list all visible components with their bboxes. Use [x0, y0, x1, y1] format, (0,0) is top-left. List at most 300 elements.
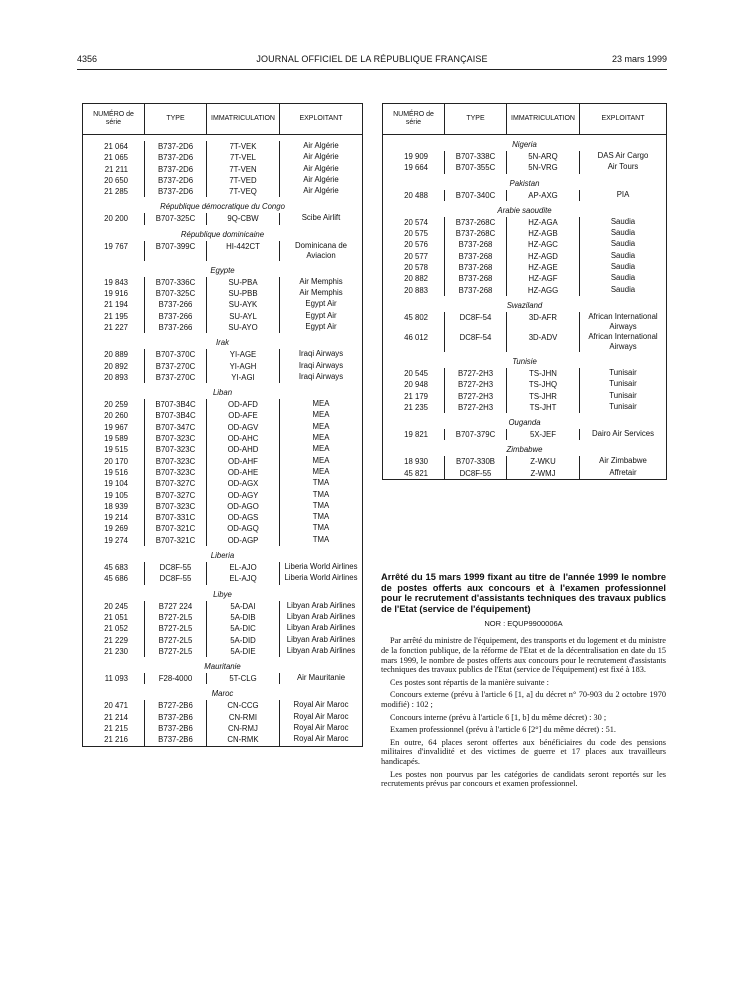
- serial-number: 20 892: [104, 361, 128, 371]
- registration: AP-AXG: [507, 190, 580, 201]
- serial-number: 21 195: [104, 311, 128, 321]
- registration: YI-AGH: [207, 361, 280, 372]
- serial-number: 20 471: [104, 701, 128, 711]
- aircraft-type: B707-355C: [445, 162, 507, 173]
- table-row: [83, 141, 363, 152]
- serial-number: 20 578: [404, 263, 428, 273]
- table-row: [383, 217, 667, 228]
- operator: MEA: [280, 433, 363, 444]
- aircraft-type: B737-268: [445, 262, 507, 273]
- operator: Iraqi Airways: [280, 372, 363, 383]
- aircraft-type: B737-2B6: [145, 723, 207, 734]
- country-name: République dominicaine: [180, 229, 265, 239]
- table-row: [83, 501, 363, 512]
- aircraft-type: B727-2B6: [145, 700, 207, 711]
- operator: TMA: [280, 512, 363, 523]
- table-row: [383, 332, 667, 352]
- aircraft-type: B737-268: [445, 285, 507, 296]
- country-name: Mauritanie: [204, 662, 241, 672]
- table-row: [83, 562, 363, 573]
- country-heading-row: [83, 197, 363, 213]
- table-row: [383, 312, 667, 332]
- aircraft-type: B707-323C: [145, 456, 207, 467]
- registration: OD-AHC: [207, 433, 280, 444]
- aircraft-type: B707-347C: [145, 422, 207, 433]
- aircraft-type: B707-379C: [445, 429, 507, 440]
- operator: TMA: [280, 535, 363, 546]
- country-heading-row: [383, 135, 667, 152]
- nor-reference: NOR : EQUP9900006A: [484, 619, 563, 629]
- operator: Dominicana de Aviacion: [280, 241, 363, 261]
- operator: Royal Air Maroc: [280, 700, 363, 711]
- registration: 7T-VEL: [207, 152, 280, 163]
- registration: 5N-ARQ: [507, 151, 580, 162]
- table-row: [383, 273, 667, 284]
- registration: 5X-JEF: [507, 429, 580, 440]
- registration: OD-AGX: [207, 478, 280, 489]
- table-row: [83, 311, 363, 322]
- arrete-paragraph: En outre, 64 places seront offertes aux bénéficiaires du code des pensions militaires d'invalidité et des victimes de guerre et 17 places aux travailleurs handicapés.: [381, 737, 666, 766]
- country-name: Zimbabwe: [506, 445, 543, 455]
- serial-number: 21 211: [104, 164, 128, 174]
- table-row: [383, 368, 667, 379]
- registration: TS-JHN: [507, 368, 580, 379]
- aircraft-type: B727-2L5: [145, 623, 207, 634]
- registration: OD-AHE: [207, 467, 280, 478]
- country-name: Liberia: [210, 551, 235, 561]
- col-header-type: TYPE: [445, 104, 507, 135]
- aircraft-type: B737-2B6: [145, 712, 207, 723]
- serial-number: 20 545: [404, 368, 428, 378]
- serial-number: 19 909: [404, 152, 428, 161]
- aircraft-type: DC8F-55: [145, 573, 207, 584]
- serial-number: 20 259: [104, 400, 128, 410]
- table-row: [83, 673, 363, 684]
- arrete-paragraph: Concours externe (prévu à l'article 6 [1, a] du décret n° 70-903 du 2 octobre 1970 modifié) : 102 ;: [381, 690, 666, 709]
- table-row: [83, 349, 363, 360]
- operator: DAS Air Cargo: [580, 151, 667, 162]
- registration: YI-AGE: [207, 349, 280, 360]
- table-row: [83, 410, 363, 421]
- registration: HZ-AGB: [507, 228, 580, 239]
- registration: 5A-DIB: [207, 612, 280, 623]
- operator: Libyan Arab Airlines: [280, 646, 363, 657]
- col-header-immatriculation: IMMATRICULATION: [207, 104, 280, 135]
- serial-number: 19 269: [104, 524, 128, 534]
- aircraft-type: B737-268: [445, 273, 507, 284]
- aircraft-type: B737-2D6: [145, 175, 207, 186]
- registration: HZ-AGG: [507, 285, 580, 296]
- country-name: Egypte: [210, 265, 235, 275]
- aircraft-type: B737-266: [145, 311, 207, 322]
- serial-number: 20 577: [404, 251, 428, 261]
- serial-number: 20 893: [104, 372, 128, 382]
- serial-number: 21 216: [104, 735, 128, 745]
- country-heading-row: [83, 657, 363, 673]
- operator: MEA: [280, 410, 363, 421]
- operator: Tunisair: [580, 391, 667, 402]
- country-heading-row: [383, 174, 667, 190]
- registration: 5T-CLG: [207, 673, 280, 684]
- country-heading-row: [383, 296, 667, 312]
- aircraft-type: B707-323C: [145, 467, 207, 478]
- serial-number: 20 948: [404, 380, 428, 390]
- aircraft-type: B727 224: [145, 601, 207, 612]
- operator: Air Zimbabwe: [580, 456, 667, 467]
- serial-number: 19 967: [104, 422, 128, 432]
- table-row: [83, 456, 363, 467]
- table-row: [83, 299, 363, 310]
- operator: Saudia: [580, 228, 667, 239]
- registration: OD-AHD: [207, 444, 280, 455]
- serial-number: 21 065: [104, 153, 128, 163]
- table-row: [83, 372, 363, 383]
- operator: TMA: [280, 490, 363, 501]
- country-heading-row: [83, 585, 363, 601]
- country-name: Swaziland: [506, 300, 543, 310]
- country-heading-row: [83, 261, 363, 277]
- serial-number: 20 260: [104, 411, 128, 421]
- aircraft-type: B707-327C: [145, 490, 207, 501]
- aircraft-table-left: [82, 103, 363, 747]
- operator: MEA: [280, 444, 363, 455]
- aircraft-type: B727-2L5: [145, 646, 207, 657]
- operator: African International Airways: [580, 332, 667, 352]
- aircraft-type: DC8F-55: [445, 468, 507, 480]
- operator: TMA: [280, 478, 363, 489]
- aircraft-type: B707-321C: [145, 535, 207, 546]
- table-row: [83, 612, 363, 623]
- serial-number: 20 170: [104, 456, 128, 466]
- aircraft-type: B727-2H3: [445, 402, 507, 413]
- operator: Air Algérie: [280, 141, 363, 152]
- serial-number: 19 767: [104, 241, 128, 251]
- country-heading-row: [83, 225, 363, 241]
- operator: Tunisair: [580, 402, 667, 413]
- serial-number: 20 650: [104, 175, 128, 185]
- registration: CN-RMJ: [207, 723, 280, 734]
- serial-number: 19 589: [104, 434, 128, 444]
- aircraft-type: B737-2B6: [145, 734, 207, 746]
- country-name: Ouganda: [508, 418, 541, 428]
- aircraft-type: B737-268C: [445, 228, 507, 239]
- table-row: [83, 523, 363, 534]
- registration: 9Q-CBW: [207, 213, 280, 224]
- registration: HZ-AGC: [507, 239, 580, 250]
- table-row: [83, 512, 363, 523]
- aircraft-type: B737-2D6: [145, 141, 207, 152]
- journal-title: JOURNAL OFFICIEL DE LA RÉPUBLIQUE FRANÇAISE: [256, 54, 488, 64]
- registration: OD-AFE: [207, 410, 280, 421]
- operator: Saudia: [580, 239, 667, 250]
- country-name: Arabie saoudite: [497, 205, 552, 215]
- serial-number: 19 843: [104, 277, 128, 287]
- table-row: [83, 361, 363, 372]
- registration: SU-AYK: [207, 299, 280, 310]
- operator: African International Airways: [580, 312, 667, 332]
- col-header-exploitant: EXPLOITANT: [580, 104, 667, 135]
- aircraft-type: B737-2D6: [145, 164, 207, 175]
- table-row: [383, 251, 667, 262]
- aircraft-type: B707-3B4C: [145, 410, 207, 421]
- country-heading-row: [383, 440, 667, 456]
- serial-number: 20 245: [104, 601, 128, 611]
- table-row: [83, 288, 363, 299]
- operator: Libyan Arab Airlines: [280, 623, 363, 634]
- serial-number: 45 802: [404, 312, 428, 322]
- serial-number: 11 093: [104, 674, 128, 684]
- registration: TS-JHT: [507, 402, 580, 413]
- registration: 7T-VEN: [207, 164, 280, 175]
- operator: PIA: [580, 190, 667, 201]
- serial-number: 20 488: [404, 190, 428, 200]
- operator: Royal Air Maroc: [280, 734, 363, 746]
- registration: Z-WMJ: [507, 468, 580, 480]
- serial-number: 19 516: [104, 467, 128, 477]
- registration: EL-AJO: [207, 562, 280, 573]
- registration: 3D-ADV: [507, 332, 580, 352]
- operator: Libyan Arab Airlines: [280, 601, 363, 612]
- table-row: [83, 322, 363, 333]
- operator: Liberia World Airlines: [280, 562, 363, 573]
- aircraft-type: B737-268: [445, 251, 507, 262]
- col-header-exploitant: EXPLOITANT: [280, 104, 363, 135]
- arrete-paragraph: Par arrêté du ministre de l'équipement, des transports et du logement et du ministre de la fonction publique, de la réforme de l'Etat et de la décentralisation en date du 15 mars 1999, le nombre de postes offerts aux concours pour le recrutement d'assistants techniques des travaux publics de l'Etat (service de l'équipement) est fixé à 183.: [381, 636, 666, 675]
- registration: OD-AGP: [207, 535, 280, 546]
- serial-number: 19 105: [104, 490, 128, 500]
- country-name: République démocratique du Congo: [160, 202, 285, 212]
- registration: TS-JHQ: [507, 379, 580, 390]
- operator: Royal Air Maroc: [280, 712, 363, 723]
- aircraft-type: B727-2L5: [145, 635, 207, 646]
- table-row: [83, 241, 363, 261]
- serial-number: 21 179: [404, 391, 428, 401]
- country-heading-row: [83, 546, 363, 562]
- operator: Saudia: [580, 285, 667, 296]
- serial-number: 20 883: [404, 285, 428, 295]
- operator: MEA: [280, 422, 363, 433]
- registration: 3D-AFR: [507, 312, 580, 332]
- country-name: Libye: [213, 589, 232, 599]
- operator: Air Memphis: [280, 277, 363, 288]
- serial-number: 20 575: [404, 229, 428, 239]
- arrete-paragraph: Ces postes sont répartis de la manière suivante :: [390, 677, 549, 687]
- operator: MEA: [280, 467, 363, 478]
- operator: Iraqi Airways: [280, 349, 363, 360]
- registration: HZ-AGA: [507, 217, 580, 228]
- registration: SU-AYL: [207, 311, 280, 322]
- serial-number: 45 686: [104, 574, 128, 584]
- table-row: [83, 734, 363, 746]
- operator: MEA: [280, 456, 363, 467]
- operator: Air Algérie: [280, 186, 363, 197]
- registration: Z-WKU: [507, 456, 580, 467]
- aircraft-type: B737-266: [145, 299, 207, 310]
- registration: SU-AYO: [207, 322, 280, 333]
- page-number: 4356: [77, 54, 98, 64]
- operator: Dairo Air Services: [580, 429, 667, 440]
- registration: HZ-AGF: [507, 273, 580, 284]
- aircraft-type: B707-330B: [445, 456, 507, 467]
- aircraft-type: B707-327C: [145, 478, 207, 489]
- registration: SU-PBA: [207, 277, 280, 288]
- registration: CN-RMI: [207, 712, 280, 723]
- serial-number: 20 889: [104, 350, 128, 360]
- serial-number: 21 229: [104, 635, 128, 645]
- country-name: Irak: [216, 338, 229, 348]
- table-row: [83, 175, 363, 186]
- serial-number: 45 821: [404, 468, 428, 478]
- table-row: [83, 467, 363, 478]
- aircraft-type: B707-399C: [145, 241, 207, 261]
- operator: Royal Air Maroc: [280, 723, 363, 734]
- operator: Egypt Air: [280, 299, 363, 310]
- aircraft-type: B737-268: [445, 239, 507, 250]
- table-row: [383, 285, 667, 296]
- serial-number: 45 683: [104, 563, 128, 573]
- registration: 5A-DAI: [207, 601, 280, 612]
- table-row: [383, 468, 667, 480]
- col-header-type: TYPE: [145, 104, 207, 135]
- country-name: Nigeria: [512, 140, 537, 149]
- table-row: [83, 213, 363, 224]
- registration: OD-AHF: [207, 456, 280, 467]
- aircraft-type: B707-338C: [445, 151, 507, 162]
- serial-number: 21 215: [104, 723, 128, 733]
- serial-number: 21 230: [104, 646, 128, 656]
- operator: Liberia World Airlines: [280, 573, 363, 584]
- table-row: [83, 399, 363, 410]
- serial-number: 20 576: [404, 240, 428, 250]
- aircraft-table-right: [382, 103, 667, 480]
- serial-number: 21 235: [404, 402, 428, 412]
- arrete-paragraph: Examen professionnel (prévu à l'article 6 [2°] du même décret) : 51.: [390, 725, 616, 735]
- aircraft-type: B737-2D6: [145, 186, 207, 197]
- aircraft-type: B727-2L5: [145, 612, 207, 623]
- operator: Air Memphis: [280, 288, 363, 299]
- operator: Saudia: [580, 217, 667, 228]
- serial-number: 19 821: [404, 430, 428, 440]
- page-header: [77, 54, 667, 68]
- serial-number: 19 214: [104, 513, 128, 523]
- table-row: [383, 151, 667, 162]
- aircraft-type: B707-323C: [145, 501, 207, 512]
- registration: 5A-DIC: [207, 623, 280, 634]
- aircraft-type: B727-2H3: [445, 368, 507, 379]
- aircraft-type: B737-266: [145, 322, 207, 333]
- table-row: [83, 601, 363, 612]
- operator: Libyan Arab Airlines: [280, 612, 363, 623]
- header-rule: [77, 69, 667, 70]
- col-header-immatriculation: IMMATRICULATION: [507, 104, 580, 135]
- table-row: [383, 402, 667, 413]
- operator: Egypt Air: [280, 322, 363, 333]
- registration: OD-AGV: [207, 422, 280, 433]
- aircraft-type: B727-2H3: [445, 379, 507, 390]
- table-row: [83, 573, 363, 584]
- registration: OD-AGQ: [207, 523, 280, 534]
- country-heading-row: [83, 333, 363, 349]
- serial-number: 19 916: [104, 289, 128, 299]
- table-row: [83, 490, 363, 501]
- operator: Tunisair: [580, 368, 667, 379]
- registration: 5A-DID: [207, 635, 280, 646]
- table-row: [83, 712, 363, 723]
- operator: Saudia: [580, 273, 667, 284]
- issue-date: 23 mars 1999: [611, 54, 667, 64]
- serial-number: 19 664: [404, 163, 428, 173]
- registration: HI-442CT: [207, 241, 280, 261]
- aircraft-type: DC8F-55: [145, 562, 207, 573]
- table-row: [383, 391, 667, 402]
- aircraft-type: B737-270C: [145, 361, 207, 372]
- registration: TS-JHR: [507, 391, 580, 402]
- table-row: [83, 535, 363, 546]
- operator: TMA: [280, 501, 363, 512]
- operator: Affretair: [580, 468, 667, 480]
- aircraft-type: B737-268C: [445, 217, 507, 228]
- table-row: [383, 190, 667, 201]
- registration: 7T-VEQ: [207, 186, 280, 197]
- operator: Iraqi Airways: [280, 361, 363, 372]
- serial-number: 19 274: [104, 535, 128, 545]
- country-heading-row: [383, 413, 667, 429]
- aircraft-type: B707-325C: [145, 288, 207, 299]
- aircraft-type: B707-331C: [145, 512, 207, 523]
- aircraft-type: DC8F-54: [445, 312, 507, 332]
- table-row: [383, 228, 667, 239]
- registration: CN-CCG: [207, 700, 280, 711]
- aircraft-type: B707-3B4C: [145, 399, 207, 410]
- table-row: [383, 379, 667, 390]
- operator: Tunisair: [580, 379, 667, 390]
- registration: CN-RMK: [207, 734, 280, 746]
- serial-number: 46 012: [404, 332, 428, 342]
- country-heading-row: [383, 352, 667, 368]
- table-row: [83, 646, 363, 657]
- table-row: [83, 152, 363, 163]
- operator: Air Algérie: [280, 152, 363, 163]
- table-row: [83, 478, 363, 489]
- aircraft-type: B707-323C: [145, 433, 207, 444]
- serial-number: 19 104: [104, 479, 128, 489]
- aircraft-type: B737-270C: [145, 372, 207, 383]
- aircraft-type: B707-321C: [145, 523, 207, 534]
- table-row: [83, 700, 363, 711]
- aircraft-type: B707-336C: [145, 277, 207, 288]
- table-row: [383, 456, 667, 467]
- operator: Air Algérie: [280, 164, 363, 175]
- operator: Saudia: [580, 262, 667, 273]
- serial-number: 21 052: [104, 624, 128, 634]
- table-row: [83, 444, 363, 455]
- table-row: [83, 422, 363, 433]
- aircraft-type: B707-370C: [145, 349, 207, 360]
- table-row: [83, 433, 363, 444]
- registration: OD-AGO: [207, 501, 280, 512]
- country-name: Tunisie: [512, 356, 537, 366]
- registration: HZ-AGE: [507, 262, 580, 273]
- arrete-paragraph: Concours interne (prévu à l'article 6 [1, b] du même décret) : 30 ;: [390, 712, 607, 722]
- registration: OD-AGY: [207, 490, 280, 501]
- aircraft-type: B737-2D6: [145, 152, 207, 163]
- aircraft-type: F28-4000: [145, 673, 207, 684]
- aircraft-type: DC8F-54: [445, 332, 507, 352]
- registration: YI-AGI: [207, 372, 280, 383]
- serial-number: 21 194: [104, 300, 128, 310]
- table-row: [83, 186, 363, 197]
- arrete-paragraph: Les postes non pourvus par les catégories de candidats seront reportés sur les recrutements prévus par concours et examen professionnel.: [381, 769, 666, 789]
